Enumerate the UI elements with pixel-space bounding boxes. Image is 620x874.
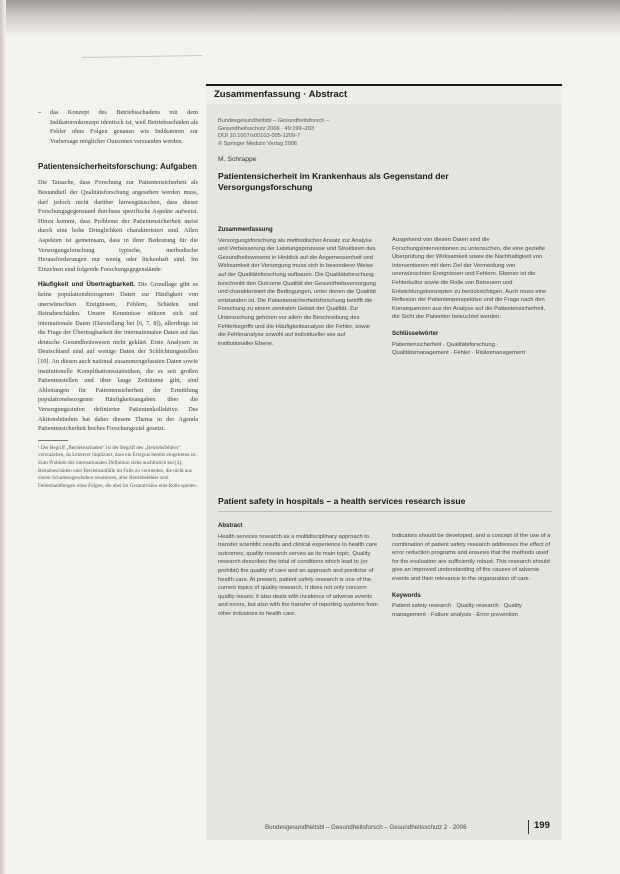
body-paragraph: Die Tatsache, dass Forschung zur Patientensicherheit als Bestandteil der Qualitätsforschung angesehen werden muss, darf jedoch nicht darüber hinwegtäuschen, dass dieser Forschungsgegenstand durchaus spezifische Aspekte aufweist. Hinzu kommt, dass Probleme der Patientensicherheit meist durch eine hohe Dringlichkeit charakterisiert sind. Allen Aspekten ist gemeinsam, dass in ihrer Bedeutung für die Versorgungsforschung typische, methodische Herausforderungen nur wenig oder lückenhaft sind. Im Einzelnen sind folgende Forschungsgegenstände:: [38, 179, 198, 273]
keywords-label: Schlüsselwörter: [392, 330, 439, 337]
runin-heading: Häufigkeit und Übertragbarkeit.: [38, 281, 136, 289]
section-heading: Patientensicherheitsforschung: Aufgaben: [38, 162, 197, 172]
keywords-text: Patientensicherheit · Qualitätsforschung · Qualitätsmanagement · Fehler · Risikomanagement: [392, 341, 526, 357]
page-number: 199: [534, 820, 550, 831]
abstract-text: Indicators should be developed, and a concept of the use of a combination of patient safety research addresses the effect of error reduction programs and ensures that the methods used for the evaluation are sufficiently robust. This research should give an improved understanding of the causes of adverse events and their relevance to the organization of care.: [392, 533, 551, 582]
footnote-rule: [38, 440, 68, 441]
abstract-label: Zusammenfassung: [218, 227, 273, 233]
article-title-en: Patient safety in hospitals – a health services research issue: [218, 496, 466, 506]
abstract-panel: [206, 84, 562, 840]
article-title-de: Patientensicherheit im Krankenhaus als Gegenstand der Versorgungsforschung: [218, 171, 449, 192]
citation-line: Gesundheitsschutz 2006 · 49:199–203: [218, 125, 315, 132]
divider: [218, 511, 552, 512]
footnote: ¹ Der Begriff „Betriebsschaden“ ist der Begriff des „Betriebsfehlers“ vorzuziehen, da Letzterer impliziert, dass ein Ereignis bereits eingetreten ist. Zum Problem der internationalen Definition siehe ausführlich bei [4]. Beinaheschäden oder Betriebsunfälle im Falle zu vermeiden, die nicht aus einem Schadensgeschehen resultieren, aber Betriebsfehler sind Fehlerhandlungen ohne Folgen, die aber im Gesamtrisiko eine Rolle spielen.: [38, 444, 198, 489]
panel-header: [206, 84, 562, 104]
citation-line: © Springer Medizin Verlag 2006: [218, 140, 298, 147]
body-paragraph: [38, 280, 198, 434]
keywords-text: Patient safety research · Quality research · Quality management · Failure analysis · Error prevention: [392, 603, 522, 618]
runin-text: Die Grundlage gibt es keine populationsbezogenen Daten zur Häufigkeit von unerwünschten Ereignissen, Fehlern, Schäden und Beinaheschäden. Unsere Kenntnisse stützen sich auf internationale Daten (Darstellung bei [6, 7, 8]), allerdings ist die Frage der Übertragbarkeit der internationalen Daten auf das deutsche Gesundheitswesen nicht geklärt. Erste Analysen in Deutschland sind auf wenige Daten der Schlichtungsstellen [10]. An diesen auch national zusammengefassten Daten sowie institutionelle Komplikationsstatistiken, die es seit großen Patientenstellen und über lange Zeiträume gibt, sind Ableitungen für Patientensicherheit der Ermittlung populationsbezogener Häufigkeitsangaben über die Versorgungsstufen definierter Patientenkollektive. Das Aktionsbündnis hat daher diesem Thema in der Agenda Patientensicherheit hoches Forschungsziel gesetzt.: [38, 281, 199, 433]
citation-block: [218, 118, 329, 148]
english-abstract: [218, 522, 552, 619]
abstract-text: Versorgungsforschung als methodischer Ansatz zur Analyse und Verbesserung der Leistungsprozesse und Strukturen des Gesundheitswesens in Hinblick auf die Angemessenheit und Wirksamkeit der Versorgung muss sich in besonderer Weise auf der Qualitätsforschung aufbauen. Die Qualitätsforschung beschreibt den Outcome Qualität der Gesundheitsversorgung und charakterisiert die Bedingungen, unter denen die Qualität entstanden ist. Die Patientensicherheitsforschung betrifft die Forschung zu einem zentralen Gebiet der Qualität. Zur Untersuchung gehören vor allem die Beschreibung des Fehlerbegriffs und die Häufigkeitsanalyse der Fehler, sowie die Fehleranalyse sowohl auf individueller wie auf institutioneller Ebene.: [218, 237, 376, 347]
abstract-column: [392, 522, 552, 619]
german-abstract: [218, 226, 552, 358]
abstract-text: Ausgehend von diesen Daten sind die Forschungsinterventionen zu untersuchen, die eine gezielte Überprüfung der Wirksamkeit sowie die Nachhaltigkeit von Interventionen mit dem Ziel der Vermeidung von unerwünschten Ereignissen und Fehlern. Ebenso ist die Fehlerkultur sowie die Rolle von Betreuern und Entwicklungskonzepten zu berücksichtigen. Auch muss eine Reflexion der Patientenperspektive und die Frage nach den Konsequenzen aus der Analyse auf die Patientensicherheit, die Sicht der Patienten beleuchtet werden.: [392, 237, 547, 321]
bullet-dash: –: [38, 109, 42, 116]
scan-shadow-top: [0, 0, 620, 38]
citation-line: Bundesgesundheitsbl – Gesundheitsforsch –: [218, 118, 330, 124]
abstract-label: Abstract: [218, 523, 243, 529]
left-text-column: [38, 108, 198, 490]
panel-title: Zusammenfassung · Abstract: [214, 89, 348, 100]
pencil-mark: [82, 55, 202, 58]
author-name: M. Schrappe: [218, 156, 257, 163]
footer-divider: [528, 820, 529, 834]
citation-line: DOI 10.1007/s00103-005-1209-7: [218, 133, 301, 140]
abstract-text: Health services research as a multidisciplinary approach to transfer scientific results and clinical experience to health care outcomes, quality research serves as its main topic. Quality research describes the total of conditions which lead to (or prohibit) the quality of care and an approach and predictor of health care. At present, patient safety research is one of the current topics of quality research. It does not only concern quality issues; it also deals with incidence of adverse events and errors, but also with the transfer of reporting systems from other industries to health care.: [218, 533, 378, 617]
running-footer: Bundesgesundheitsbl – Gesundheitsforsch – Gesundheitsschutz 2 · 2006: [265, 824, 467, 831]
abstract-column: [218, 522, 378, 619]
abstract-column: [392, 226, 552, 358]
abstract-column: [218, 226, 378, 358]
scan-shadow-left: [0, 0, 6, 874]
bullet-item: [38, 108, 198, 152]
keywords-label: Keywords: [392, 592, 421, 599]
bullet-text: das Konzept des Betriebsschadens mit dem Indikatorenkonzept identisch ist, weil Betriebsschäden als Fehler ohne Folgen genauso wie Indikatoren zur Vorhersage möglicher Outcomes verstanden werden.: [50, 109, 198, 145]
